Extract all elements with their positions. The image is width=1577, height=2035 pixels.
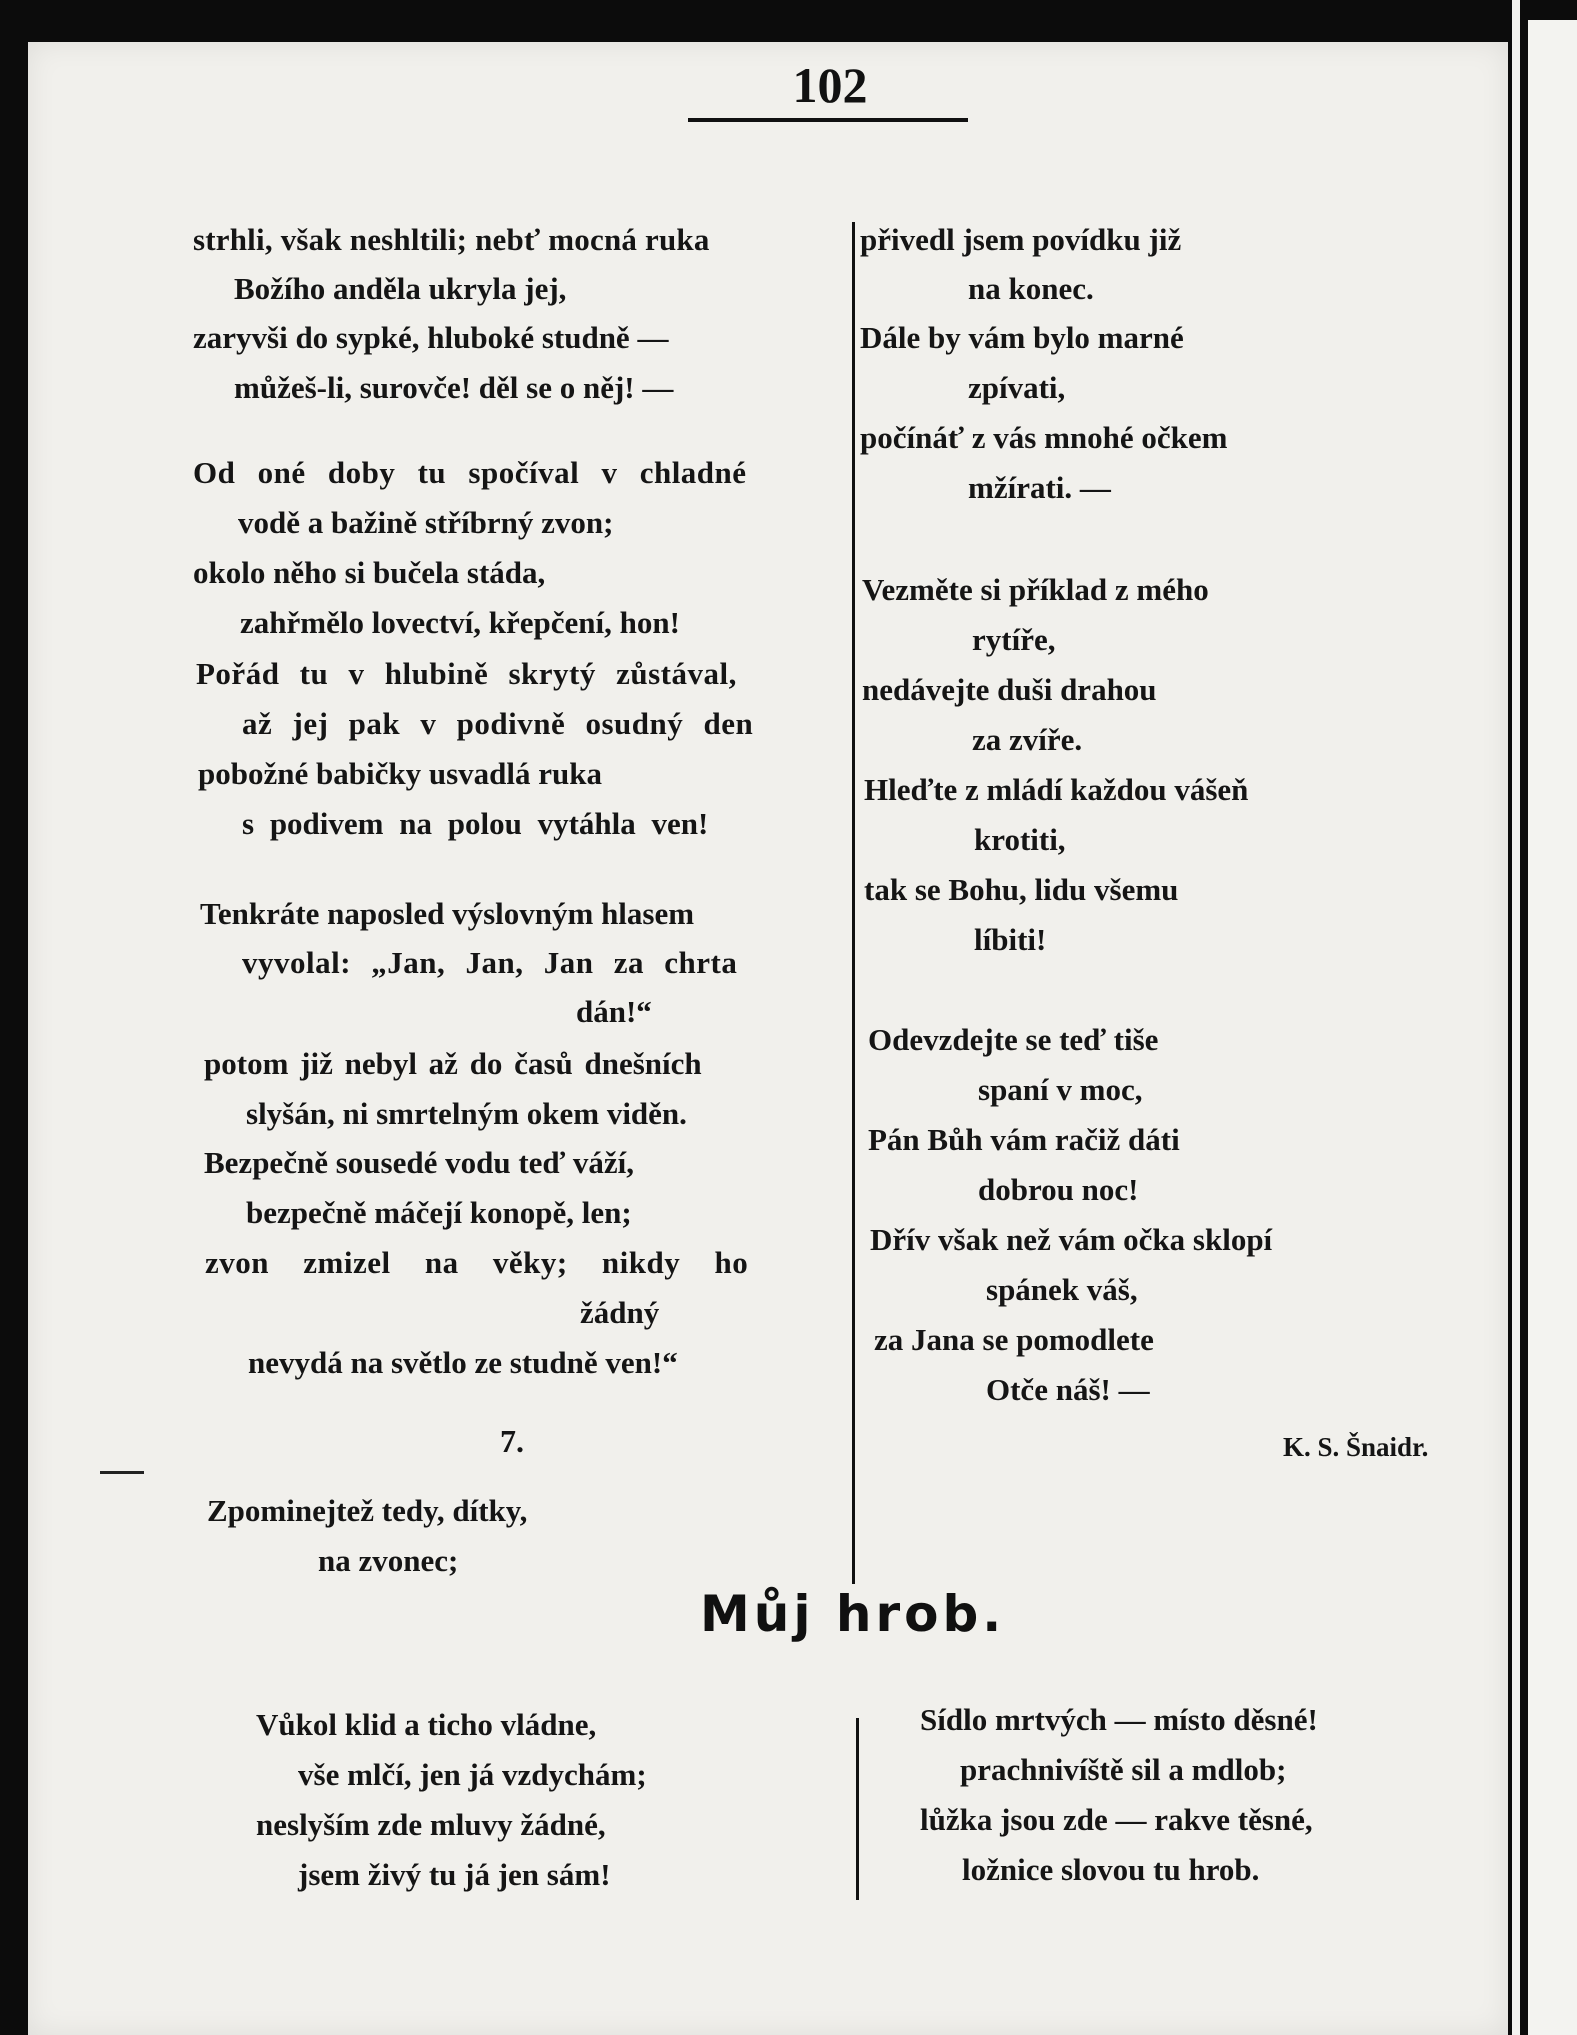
signature: K. S. Šnaidr. (1283, 1432, 1429, 1462)
text-line: Hleďte z mládí každou vášeň (864, 772, 1249, 807)
text-line: Tenkráte naposled výslovným hlasem (200, 896, 695, 931)
column-divider (852, 222, 855, 1584)
text-line: na konec. (968, 271, 1094, 306)
text-line: potom již nebyl až do časů dnešních (204, 1046, 702, 1081)
text-line: Vezměte si příklad z mého (862, 572, 1209, 607)
text-line: s podivem na polou vytáhla ven! (242, 806, 709, 841)
poem-line: Vůkol klid a ticho vládne, (256, 1707, 597, 1742)
text-line: krotiti, (974, 822, 1066, 857)
text-line: Od oné doby tu spočíval v chladné (193, 455, 747, 490)
text-line: nevydá na světlo ze studně ven!“ (248, 1345, 678, 1380)
text-line: Dále by vám bylo marné (860, 320, 1184, 355)
text-line: bezpečně máčejí konopě, len; (246, 1195, 632, 1230)
text-line: slyšán, ni smrtelným okem viděn. (246, 1096, 687, 1131)
margin-dash (100, 1471, 144, 1474)
text-line: okolo něho si bučela stáda, (193, 555, 546, 590)
text-line: tak se Bohu, lidu všemu (864, 872, 1179, 907)
text-line: Pán Bůh vám račiž dáti (868, 1122, 1180, 1157)
text-line: zvon zmizel na věky; nikdy ho (205, 1245, 749, 1280)
text-line: Otče náš! — (986, 1372, 1150, 1407)
text-line: Dřív však než vám očka sklopí (870, 1222, 1273, 1257)
text-line: rytíře, (972, 622, 1056, 657)
text-line: zahřmělo lovectví, křepčení, hon! (240, 605, 680, 640)
text-line: za zvíře. (972, 722, 1083, 757)
text-line: Božího anděla ukryla jej, (234, 271, 567, 306)
adjacent-page-edge (1512, 0, 1520, 2035)
text-line: nedávejte duši drahou (862, 672, 1157, 707)
text-line: dán!“ (576, 994, 652, 1029)
poem-line: ložnice slovou tu hrob. (962, 1852, 1260, 1887)
text-line: dobrou noc! (978, 1172, 1139, 1207)
poem-title: Můj hrob. (700, 1585, 1006, 1643)
text-line: strhli, však neshltili; nebť mocná ruka (193, 222, 710, 257)
text-line: zaryvši do sypké, hluboké studně — (193, 320, 669, 355)
page-number-rule (688, 118, 968, 122)
poem-line: prachnivíště sil a mdlob; (960, 1752, 1287, 1787)
text-line: Pořád tu v hlubině skrytý zůstával, (196, 656, 737, 691)
poem-line: jsem živý tu já jen sám! (298, 1857, 611, 1892)
text-line: můžeš-li, surovče! děl se o něj! — (234, 370, 674, 405)
text-line: Odevzdejte se teď tiše (868, 1022, 1159, 1057)
page-number: 102 (792, 57, 868, 113)
text-line: přivedl jsem povídku již (860, 222, 1182, 257)
poem-column-divider (856, 1718, 859, 1900)
text-line: Bezpečně sousedé vodu teď váží, (204, 1145, 635, 1180)
poem-line: lůžka jsou zde — rakve těsné, (920, 1802, 1313, 1837)
text-line: Zpominejtež tedy, dítky, (207, 1493, 528, 1528)
text-line: až jej pak v podivně osudný den (242, 706, 754, 741)
text-line: počínáť z vás mnohé očkem (860, 420, 1228, 455)
text-line: zpívati, (968, 370, 1066, 405)
section-number: 7. (500, 1423, 524, 1459)
text-line: vodě a bažině stříbrný zvon; (238, 505, 614, 540)
poem-line: Sídlo mrtvých — místo děsné! (920, 1702, 1318, 1737)
text-line: pobožné babičky usvadlá ruka (198, 756, 602, 791)
text-line: žádný (580, 1295, 660, 1330)
adjacent-page-edge (1528, 20, 1577, 2035)
text-line: mžírati. — (968, 470, 1111, 505)
text-line: vyvolal: „Jan, Jan, Jan za chrta (242, 945, 738, 980)
text-line: za Jana se pomodlete (874, 1322, 1154, 1357)
text-line: na zvonec; (318, 1543, 459, 1578)
poem-line: neslyším zde mluvy žádné, (256, 1807, 606, 1842)
poem-line: vše mlčí, jen já vzdychám; (298, 1757, 647, 1792)
text-line: spaní v moc, (978, 1072, 1143, 1107)
text-line: spánek váš, (986, 1272, 1138, 1307)
text-line: líbiti! (974, 922, 1047, 957)
